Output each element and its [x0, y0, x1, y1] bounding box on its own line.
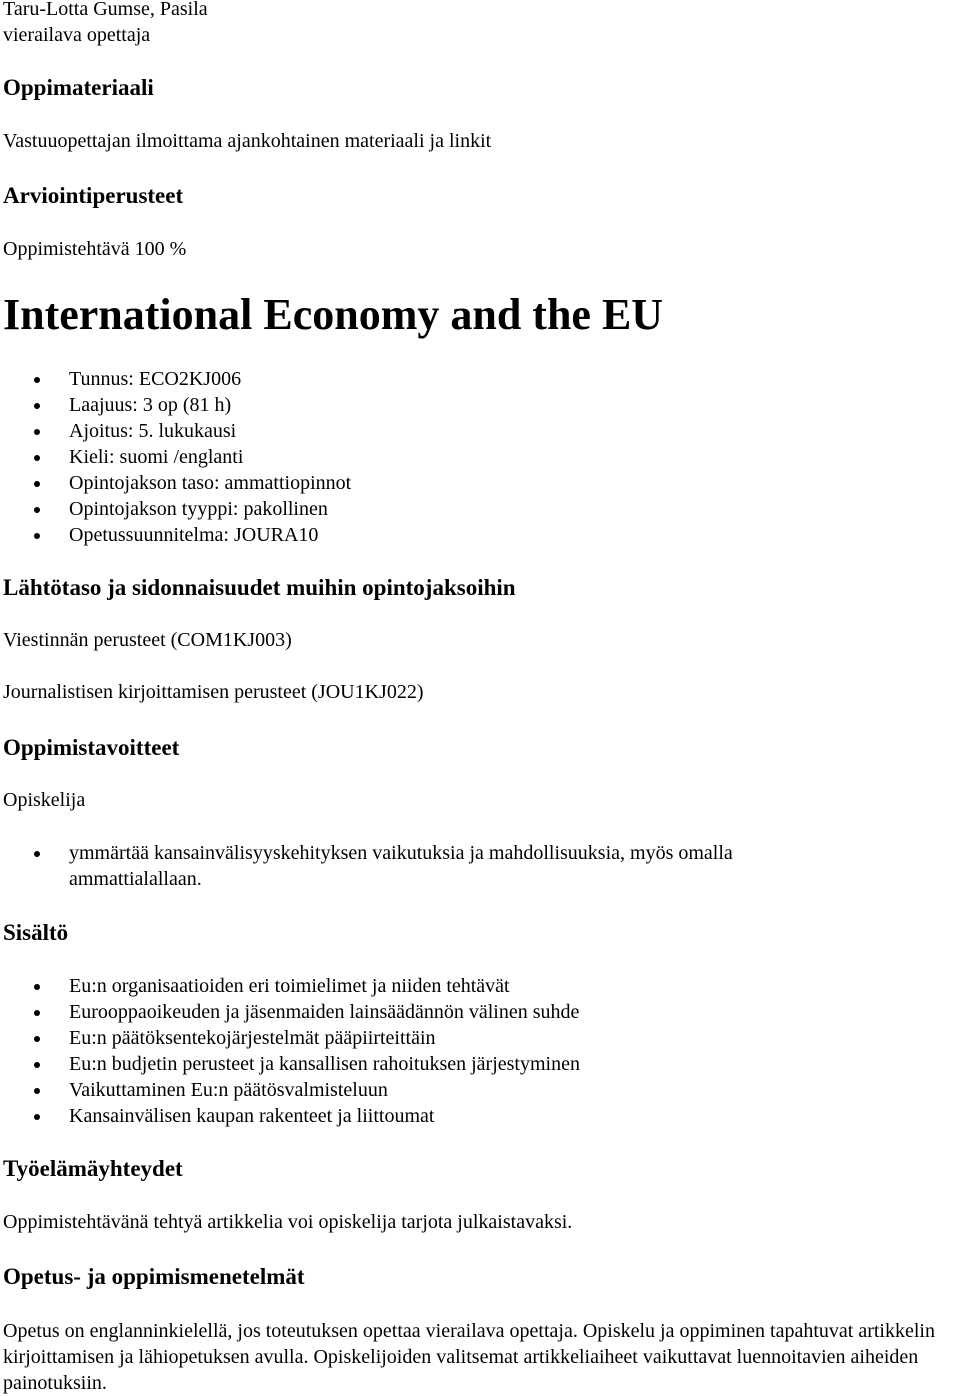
materials-heading: Oppimateriaali	[3, 75, 154, 100]
outcomes-list	[0, 840, 829, 892]
list-item: Opetussuunnitelma: JOURA10	[0, 522, 351, 548]
list-item: Kansainvälisen kaupan rakenteet ja liittoumat	[0, 1103, 580, 1129]
methods-text: Opetus on englanninkielellä, jos toteutuksen opettaa vierailava opettaja. Opiskelu ja oppiminen tapahtuvat artikkelin kirjoittamisen ja lähiopetuksen avulla. Opiskelijoiden valitsemat artikkeliaiheet vaikuttavat luennoitavien aiheiden painotuksiin.	[3, 1320, 935, 1394]
list-item: Eu:n organisaatioiden eri toimielimet ja niiden tehtävät	[0, 973, 580, 999]
content-list	[0, 973, 580, 1129]
materials-text: Vastuuopettajan ilmoittama ajankohtainen materiaali ja linkit	[3, 130, 492, 152]
list-item: Eu:n budjetin perusteet ja kansallisen rahoituksen järjestyminen	[0, 1051, 580, 1077]
list-item: Ajoitus: 5. lukukausi	[0, 418, 351, 444]
prereq-heading: Lähtötaso ja sidonnaisuudet muihin opintojaksoihin	[3, 575, 516, 600]
list-item: Kieli: suomi /englanti	[0, 444, 351, 470]
prereq-item: Viestinnän perusteet (COM1KJ003)	[3, 629, 292, 651]
content-heading: Sisältö	[3, 920, 69, 945]
teacher-name: Taru-Lotta Gumse, Pasila	[3, 0, 208, 20]
worklife-text: Oppimistehtävänä tehtyä artikkelia voi opiskelija tarjota julkaistavaksi.	[3, 1211, 573, 1233]
list-item: Eurooppaoikeuden ja jäsenmaiden lainsäädännön välinen suhde	[0, 999, 580, 1025]
list-item: Opintojakson taso: ammattiopinnot	[0, 470, 351, 496]
assessment-text: Oppimistehtävä 100 %	[3, 238, 187, 260]
course-info-list	[0, 366, 351, 548]
outcomes-intro: Opiskelija	[3, 789, 86, 811]
assessment-heading: Arviointiperusteet	[3, 183, 184, 208]
course-title: International Economy and the EU	[3, 290, 664, 339]
list-item: ymmärtää kansainvälisyyskehityksen vaikutuksia ja mahdollisuuksia, myös omalla ammattialallaan.	[0, 840, 829, 892]
list-item: Eu:n päätöksentekojärjestelmät pääpiirteittäin	[0, 1025, 580, 1051]
outcomes-heading: Oppimistavoitteet	[3, 735, 180, 760]
worklife-heading: Työelämäyhteydet	[3, 1156, 183, 1181]
teacher-role: vierailava opettaja	[3, 24, 151, 46]
list-item: Tunnus: ECO2KJ006	[0, 366, 351, 392]
methods-heading: Opetus- ja oppimismenetelmät	[3, 1264, 305, 1289]
list-item: Opintojakson tyyppi: pakollinen	[0, 496, 351, 522]
list-item: Vaikuttaminen Eu:n päätösvalmisteluun	[0, 1077, 580, 1103]
list-item: Laajuus: 3 op (81 h)	[0, 392, 351, 418]
prereq-item: Journalistisen kirjoittamisen perusteet (JOU1KJ022)	[3, 681, 424, 703]
